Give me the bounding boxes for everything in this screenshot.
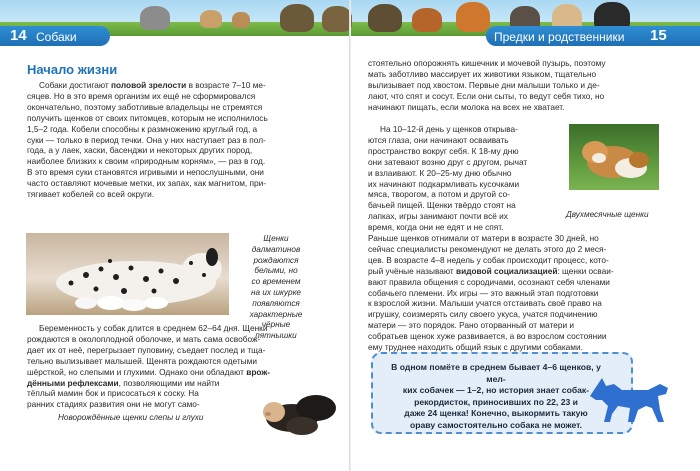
text-line: мать заботливо массирует их животики языком, тщательно xyxy=(368,68,597,79)
caption-line: далматинов xyxy=(251,244,301,254)
dalmatian-illustration xyxy=(26,233,229,315)
text-line: рождаются в околоплодной оболочке, и мать сама освобож- xyxy=(27,333,261,344)
text-line: 1,5–2 года. Кобели способны к размножению круглый год, а xyxy=(27,123,258,134)
caption-line: характерные xyxy=(249,309,303,319)
wolf-head-image xyxy=(140,6,170,30)
text-line: ются глаза, они начинают осваивать xyxy=(368,134,509,145)
text-line: бачьей пищей. Щенки твёрдо стоят на xyxy=(368,200,516,211)
text-line: суки — только в период течки. Она у них наступает раз в пол- xyxy=(27,134,266,145)
text-line: лают, что спят и сосут. Если они сыты, то ведут себя тихо, но xyxy=(368,90,605,101)
text-fragment: в возрасте 7–10 ме- xyxy=(186,80,266,90)
text-line: матери — это порядок. Рано оторванный от матери и xyxy=(368,320,575,331)
book-spine xyxy=(349,0,351,471)
text-line: сяцев. Но в это время организм их ещё не сформировался xyxy=(27,90,256,101)
caption-line: появляются xyxy=(252,298,300,308)
text-line: тягивает кобелей со всей округи. xyxy=(27,189,155,200)
paragraph-newborn-care xyxy=(368,58,668,113)
caption-line: со временем xyxy=(251,277,301,287)
fact-line: В одном помёте в среднем бывает 4–6 щенков, у мел- xyxy=(391,362,601,384)
text-line xyxy=(27,367,337,378)
paragraph-socialization xyxy=(368,233,668,353)
newborn-puppies-photo xyxy=(258,378,342,444)
antelope-image xyxy=(200,10,222,28)
text-fragment: Собаки достигают xyxy=(39,80,111,90)
wild-dog-image xyxy=(368,4,402,32)
text-line: Беременность у собак длится в среднем 62–64 дня. Щенки xyxy=(39,323,268,333)
text-fragment: , позволяющими им найти xyxy=(118,377,220,388)
text-line: ему труднее находить общий язык с другими собаками. xyxy=(368,342,583,353)
right-section-title: Предки и родственники xyxy=(494,30,625,44)
text-line xyxy=(368,266,668,277)
fact-line: ораву самостоятельно собака не может. xyxy=(410,419,582,430)
text-fragment: шёрсткой, но слепыми и глухими. Однако они обладают xyxy=(27,366,247,377)
text-line: В это время суки становятся игривыми и непослушными, они xyxy=(27,167,264,178)
text-line: часто оставляют мочевые метки, их запах, как магнитом, при- xyxy=(27,178,267,189)
two-month-puppies-caption: Двухмесячные щенки xyxy=(566,210,649,219)
two-month-puppies-photo xyxy=(569,124,659,190)
newborn-puppies-illustration xyxy=(258,378,342,444)
paragraph-sexual-maturity xyxy=(27,80,337,200)
text-line: вылизывает под хвостом. Первые дни малыши только и де- xyxy=(368,79,600,90)
fox-image xyxy=(456,2,490,32)
text-line: На 10–12-й день у щенков открыва- xyxy=(380,124,518,134)
bold-term: дёнными рефлексами xyxy=(27,377,119,388)
text-line: тельно вылизывает малышей. Щенята рождаются одетыми xyxy=(27,355,257,366)
left-page-number: 14 xyxy=(10,27,27,44)
text-line: цев. В возрасте 4–8 недель у собак происходит процесс, кото- xyxy=(368,254,609,265)
text-line xyxy=(27,378,253,389)
fact-box-text xyxy=(389,362,603,432)
text-fragment: рый учёные называют xyxy=(368,265,457,276)
text-line: мяса, творогом, а потом и другой со- xyxy=(368,189,510,200)
text-line: дает их от неё, перегрызает пуповину, съедает послед и тща- xyxy=(27,344,266,355)
text-line: вают правила общения с сородичами, осознают себя членами xyxy=(368,276,610,287)
text-line: собачьего племени. Их игры — это важный этап подготовки xyxy=(368,287,599,298)
caption-line: чёрные xyxy=(261,320,291,330)
text-line: стоятельно опорожнять кишечник и мочевой пузырь, поэтому xyxy=(368,58,606,68)
text-line: сейчас специалисты рекомендуют не делать этого до 2 меся- xyxy=(368,243,607,254)
fact-line: ких собачек — 1–2, но история знает собак- xyxy=(402,385,590,396)
fact-line: рекордисток, приносивших по 22, 23 и xyxy=(414,396,578,407)
fact-line: даже 24 щенка! Конечно, выкормить такую xyxy=(404,408,588,419)
text-line: окончательно, поэтому заботливые владельцы не стремятся xyxy=(27,101,263,112)
right-page-number: 15 xyxy=(650,27,667,44)
text-line: пространство вокруг себя. К 18-му дню xyxy=(368,145,519,156)
text-line: тёплый мамин бок и присосаться к соску. На xyxy=(27,388,199,399)
text-line: время, когда они не едят и не спят. xyxy=(368,222,504,233)
text-line: получить щенков от своих питомцев, которым не исполнилось xyxy=(27,112,268,123)
chapter-heading: Начало жизни xyxy=(27,62,118,77)
caption-line: белыми, но xyxy=(254,266,298,276)
bold-term: половой зрелости xyxy=(111,80,187,90)
caption-line: на их шкурке xyxy=(251,287,301,297)
wild-dog-image xyxy=(322,6,352,32)
text-fragment: : щенки осваи- xyxy=(557,265,614,276)
dalmatian-photo xyxy=(26,233,229,315)
text-line: года, а у лаек, хаски, басенджи и некоторых других пород, xyxy=(27,145,253,156)
text-line: собратьев щенок хуже развивается, а во взрослом состоянии xyxy=(368,331,607,342)
caption-line: рождаются xyxy=(253,255,299,265)
text-line: их начинают подкармливать кусочками xyxy=(368,178,520,189)
text-line xyxy=(27,80,337,91)
wild-dog-image xyxy=(280,4,314,32)
dhole-image xyxy=(412,8,442,32)
text-line: наиболее близких к своим «природным корням», — раз в год. xyxy=(27,156,266,167)
text-line: они затевают возню друг с другом, рычат xyxy=(368,156,528,167)
antelope-image xyxy=(232,12,250,28)
caption-line: Щенки xyxy=(263,234,289,243)
wolf-silhouette-icon xyxy=(588,370,672,426)
text-line: Раньше щенков отнимали от матери в возрасте 30 дней, но xyxy=(368,233,599,243)
text-line: начинают пищать, если молока на всех не хватает. xyxy=(368,101,565,112)
newborn-puppies-caption: Новорождённые щенки слепы и глухи xyxy=(58,413,204,422)
bold-term: видовой социализацией xyxy=(456,265,558,276)
caption-line: пятнышки xyxy=(255,331,297,341)
text-line: игрушку, соизмерять силу своего укуса, учатся подчинению xyxy=(368,309,598,320)
paragraph-eyes-open xyxy=(368,124,560,233)
left-section-title: Собаки xyxy=(36,30,77,44)
text-line: и взлаивают. К 20–25-му дню обычно xyxy=(368,167,512,178)
bold-term: врож- xyxy=(246,366,271,377)
text-line: ранних стадиях развития они не могут само- xyxy=(27,399,200,410)
collie-puppies-illustration xyxy=(569,124,659,190)
text-line: к взрослой жизни. Малыши учатся отстаивать своё право на xyxy=(368,298,602,309)
text-line: лапках, игры занимают почти всё их xyxy=(368,211,508,222)
